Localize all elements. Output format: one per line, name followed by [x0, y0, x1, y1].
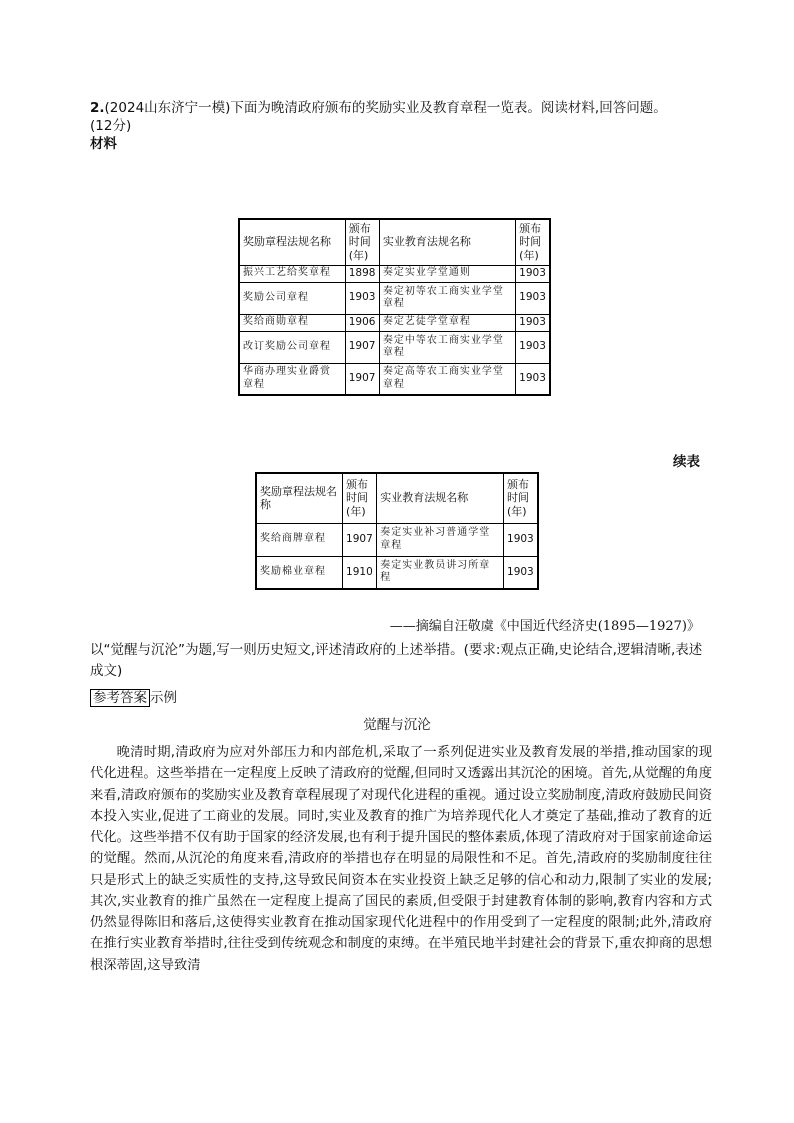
table-row [256, 556, 538, 589]
question-source: (2024山东济宁一模) [104, 100, 231, 116]
table-cell: 奏定实业教员讲习所章程 [377, 556, 504, 589]
answer-label-box: 参考答案 [90, 689, 150, 707]
question-text: 下面为晚清政府颁布的奖励实业及教育章程一览表。阅读材料,回答问题。 [230, 100, 667, 116]
table-cell: 奏定高等农工商实业学堂章程 [379, 363, 515, 395]
table-cell: 奏定艺徒学堂章程 [379, 314, 515, 331]
material-label: 材料 [90, 136, 117, 153]
table-cell: 1903 [516, 331, 550, 363]
table-cell: 1903 [516, 314, 550, 331]
answer-example-label: 示例 [150, 690, 177, 706]
table-cell: 奏定实业补习普通学堂章程 [377, 523, 504, 556]
table-header: 奖励章程法规名称 [239, 219, 345, 265]
table-header: 实业教育法规名称 [377, 473, 504, 523]
question-number: 2. [90, 100, 105, 116]
reward-regulations-table-continued [255, 472, 539, 590]
continued-table-label: 续表 [673, 454, 700, 470]
table-cell: 奏定实业学堂通则 [379, 265, 515, 282]
table-cell: 1903 [516, 265, 550, 282]
table-cell: 奖给商勋章程 [239, 314, 345, 331]
answer-header [90, 689, 177, 707]
table-cell: 奖励公司章程 [239, 282, 345, 314]
essay-body: 晚清时期,清政府为应对外部压力和内部危机,采取了一系列促进实业及教育发展的举措,推动国家的现代化进程。这些举措在一定程度上反映了清政府的觉醒,但同时又透露出其沉沦的困境。首先,从觉醒的角度来看,清政府颁布的奖励实业及教育章程展现了对现代化进程的重视。通过设立奖励制度,清政府鼓励民间资本投入实业,促进了工商业的发展。同时,实业及教育的推广为培养现代化人才奠定了基础,推动了教育的近代化。这些举措不仅有助于国家的经济发展,也有利于提升国民的整体素质,体现了清政府对于国家前途命运的觉醒。然而,从沉沦的角度来看,清政府的举措也存在明显的局限性和不足。首先,清政府的奖励制度往往只是形式上的缺乏实质性的支持,这导致民间资本在实业投资上缺乏足够的信心和动力,限制了实业的发展;其次,实业教育的推广虽然在一定程度上提高了国民的素质,但受限于封建教育体制的影响,教育内容和方式仍然显得陈旧和落后,这使得实业教育在推动国家现代化进程中的作用受到了一定程度的限制;此外,清政府在推行实业教育举措时,往往受到传统观念和制度的束缚。在半殖民地半封建社会的背景下,重农抑商的思想根深蒂固,这导致清 [90, 745, 712, 973]
essay-title: 觉醒与沉沦 [363, 717, 431, 733]
table-header: 奖励章程法规名称 [256, 473, 343, 523]
table-cell: 改订奖励公司章程 [239, 331, 345, 363]
table-row [239, 265, 550, 282]
table-cell: 1907 [345, 331, 379, 363]
table-row [239, 314, 550, 331]
table-header: 颁布时间(年) [516, 219, 550, 265]
table-header: 颁布时间(年) [343, 473, 377, 523]
question-stem [90, 99, 710, 154]
table-cell: 1910 [343, 556, 377, 589]
table-header: 实业教育法规名称 [379, 219, 515, 265]
question-score: (12分) [90, 118, 132, 135]
table-header: 颁布时间(年) [345, 219, 379, 265]
table-cell: 1907 [345, 363, 379, 395]
table-header: 颁布时间(年) [504, 473, 538, 523]
table-cell: 1903 [516, 282, 550, 314]
task-prompt: 以“觉醒与沉沦”为题,写一则历史短文,评述清政府的上述举措。(要求:观点正确,史论结合,逻辑清晰,表述成文) [90, 642, 703, 679]
table-cell: 振兴工艺给奖章程 [239, 265, 345, 282]
table-row [239, 282, 550, 314]
table-cell: 华商办理实业爵赏章程 [239, 363, 345, 395]
table-cell: 1907 [343, 523, 377, 556]
table-row [256, 523, 538, 556]
table-cell: 1906 [345, 314, 379, 331]
material-citation: ——摘编自汪敬虞《中国近代经济史(1895—1927)》 [389, 619, 700, 634]
table-cell: 1903 [504, 556, 538, 589]
table-cell: 1903 [345, 282, 379, 314]
reward-regulations-table [238, 218, 551, 396]
table-row [239, 331, 550, 363]
table-cell: 奏定中等农工商实业学堂章程 [379, 331, 515, 363]
table-row [239, 363, 550, 395]
table-cell: 1898 [345, 265, 379, 282]
table-cell: 奖给商牌章程 [256, 523, 343, 556]
table-cell: 1903 [516, 363, 550, 395]
table-cell: 1903 [504, 523, 538, 556]
table-cell: 奖励棉业章程 [256, 556, 343, 589]
table-cell: 奏定初等农工商实业学堂章程 [379, 282, 515, 314]
